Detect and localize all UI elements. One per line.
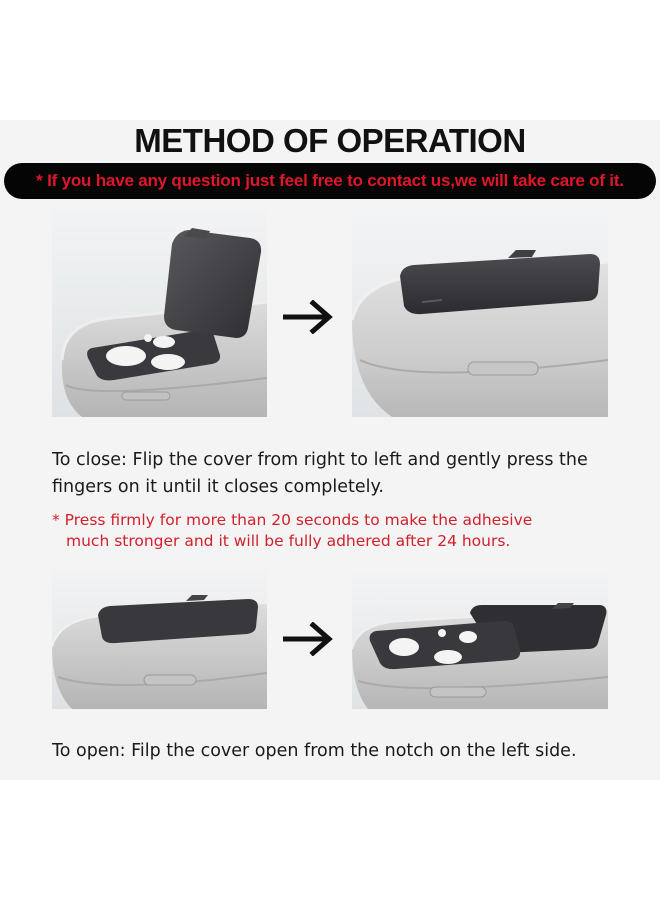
close-instructions — [52, 447, 652, 501]
close-instructions-line1: To close: Flip the cover from right to left and gently press the — [52, 450, 588, 470]
banner-text: * If you have any question just feel free to contact us,we will take care of it. — [36, 171, 624, 190]
photo-cover-flipped-open — [352, 569, 608, 709]
contact-banner — [4, 163, 656, 199]
right-arrow-icon — [283, 622, 335, 656]
photo-cover-open-before-close — [52, 210, 267, 417]
adhesive-note — [52, 510, 652, 552]
photo-cover-closed-before-open — [52, 569, 267, 709]
page-title: METHOD OF OPERATION — [134, 122, 526, 159]
right-arrow-icon — [283, 300, 335, 334]
photo-cover-closed — [352, 210, 608, 417]
close-instructions-line2: fingers on it until it closes completely. — [52, 477, 384, 497]
open-instructions: To open: Filp the cover open from the notch on the left side. — [52, 741, 577, 761]
adhesive-note-line2: much stronger and it will be fully adhered after 24 hours. — [66, 532, 511, 550]
adhesive-note-line1: * Press firmly for more than 20 seconds to make the adhesive — [52, 511, 533, 529]
